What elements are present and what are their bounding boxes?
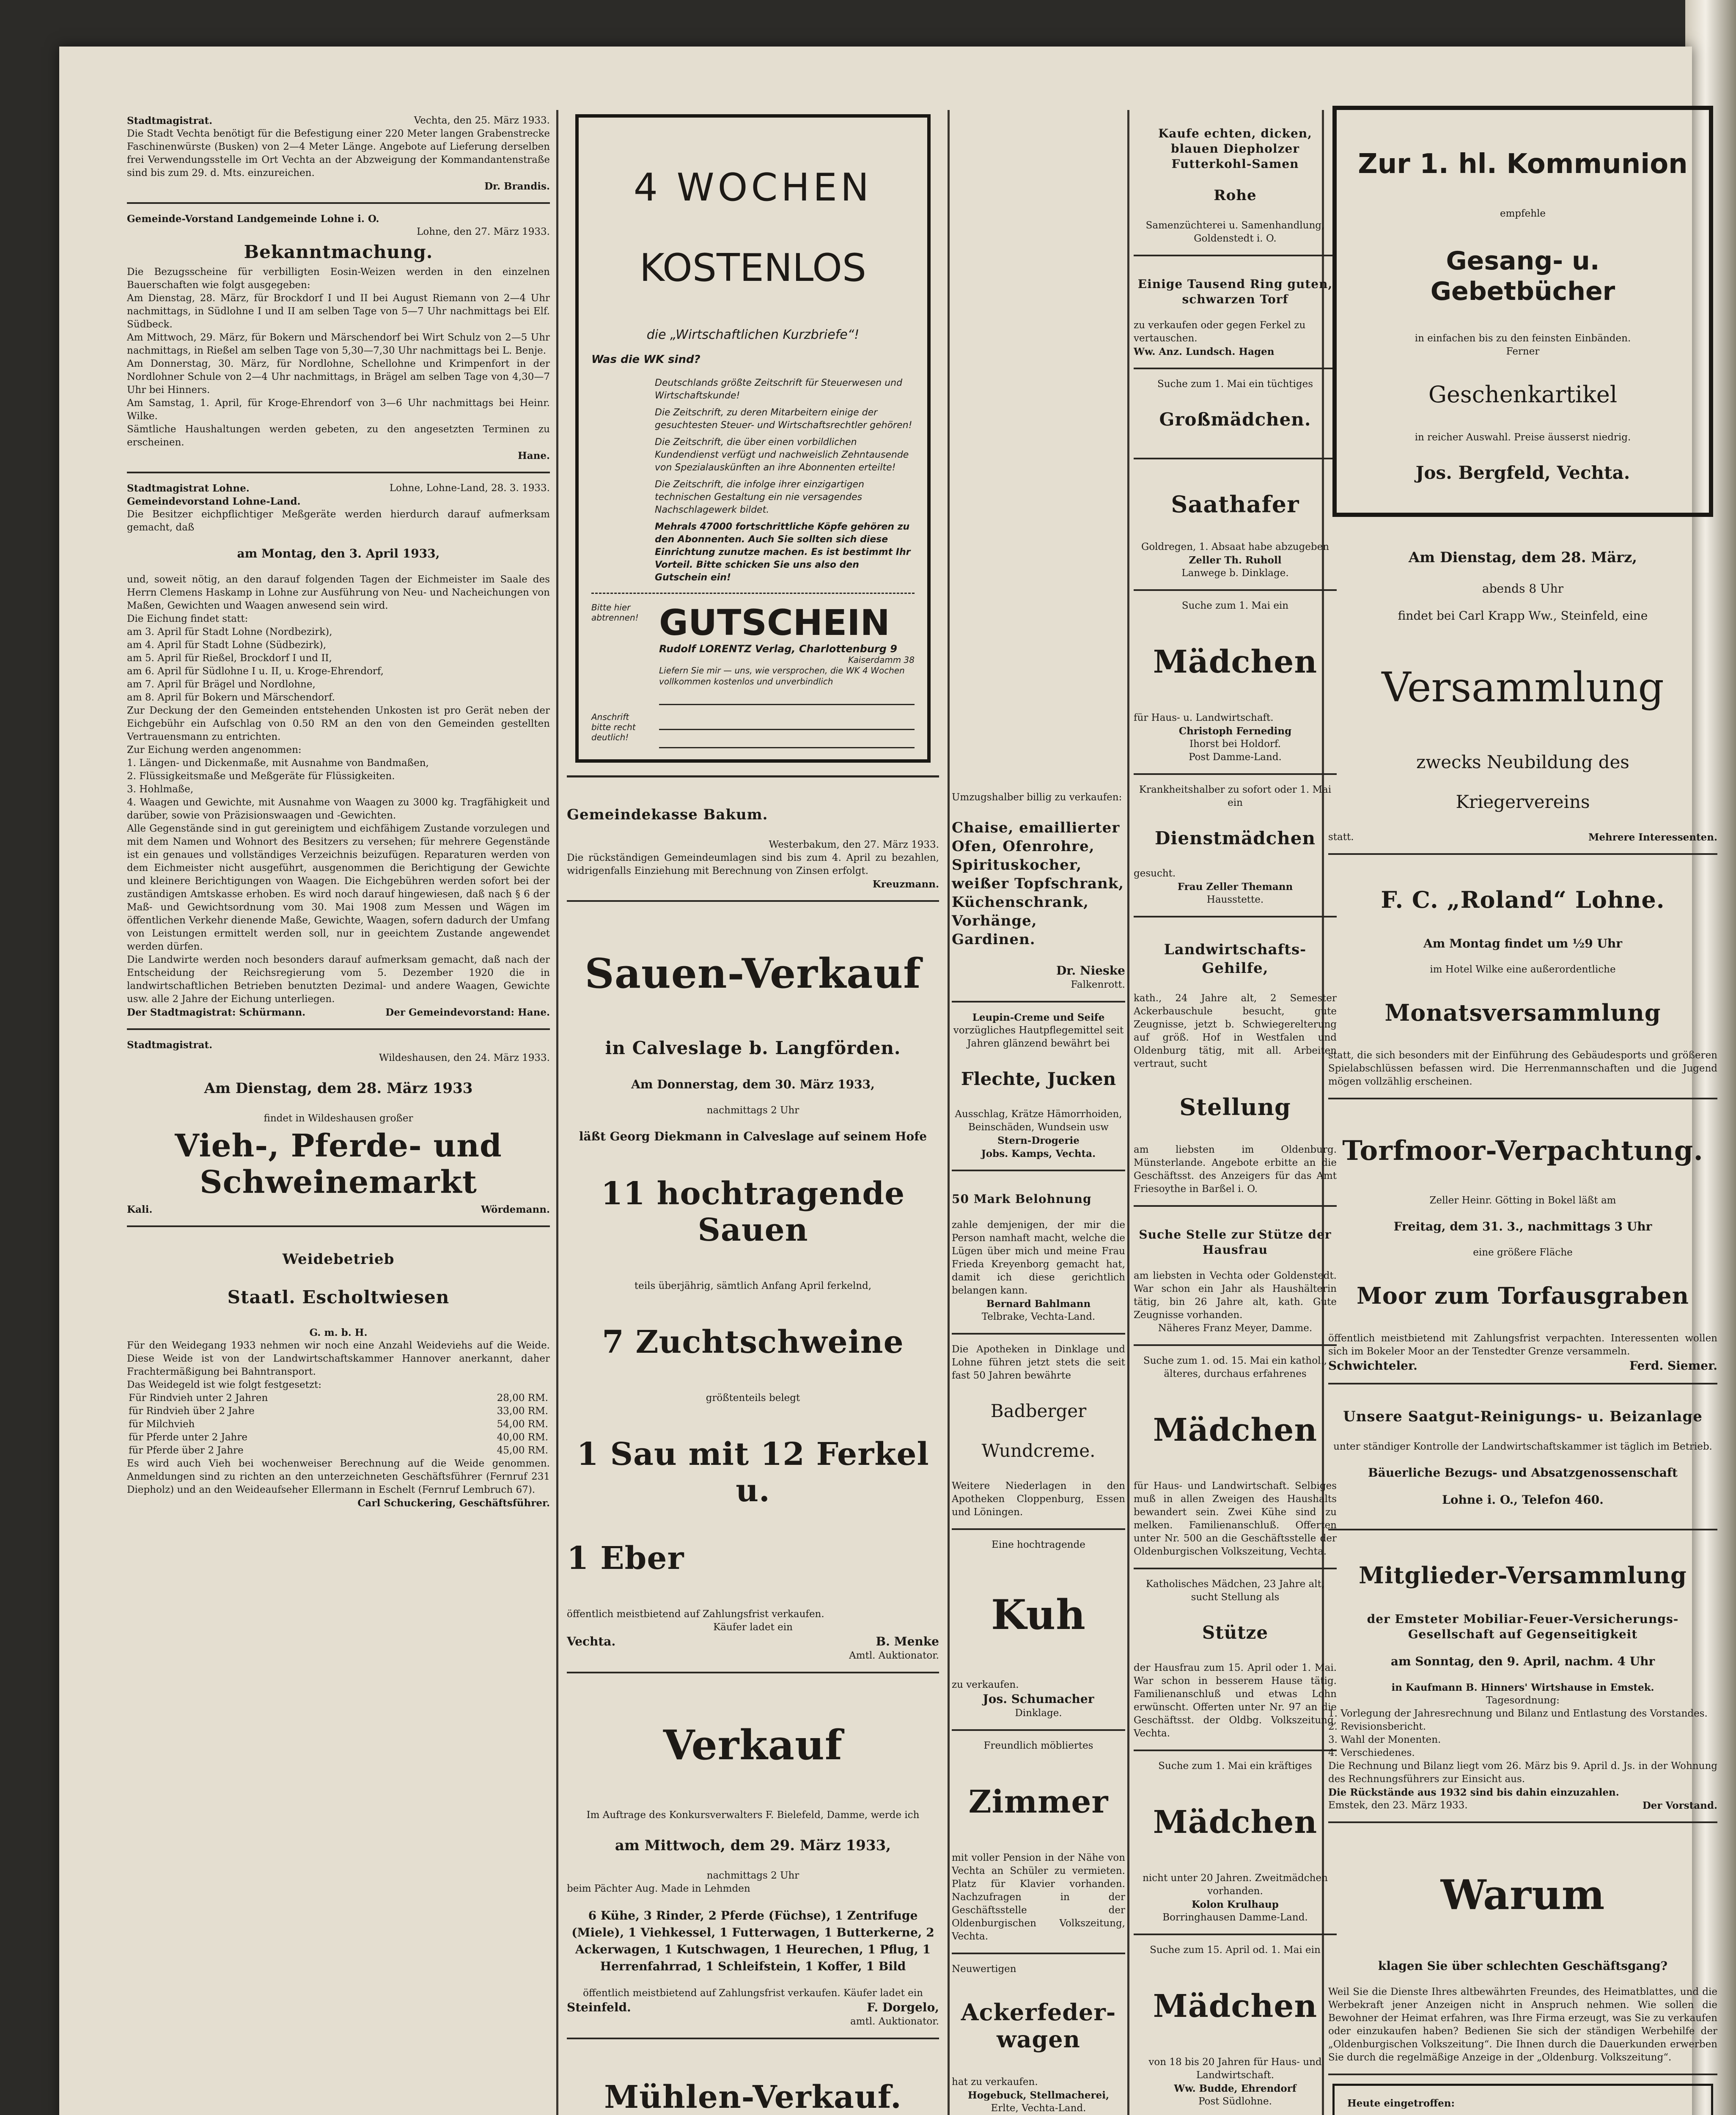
notice-sender: Stadtmagistrat. — [127, 1039, 213, 1051]
wk-field[interactable] — [659, 687, 915, 705]
notice-signature: Carl Schuckering, Geschäftsführer. — [357, 1497, 550, 1509]
ad-date: Freitag, dem 31. 3., nachmittags 3 Uhr — [1393, 1220, 1652, 1233]
ad-maedchen-1 — [1134, 591, 1337, 775]
wk-address-field[interactable] — [659, 730, 915, 748]
ad-body: mit voller Pension in der Nähe von Vechta an Schüler zu vermieten. Platz für Klavier vorhanden. Nachzufragen in der Geschäftsstelle der Oldenburgischen Volkszeitung, Vechta. — [952, 1852, 1125, 1942]
wk-paragraph: Die Zeitschrift, die infolge ihrer einzigartigen technischen Gestaltung ein nie versagendes Nachschlagewerk bildet. — [655, 479, 865, 515]
wk-advertisement — [575, 114, 931, 763]
ad-signature: Bäuerliche Bezugs- und Absatzgenossenschaft — [1368, 1466, 1678, 1480]
ad-date: Am Dienstag, dem 28. März, — [1408, 549, 1637, 566]
ad-torfmoor — [1328, 1099, 1717, 1384]
agenda-item: 3. Wahl der Monenten. — [1328, 1734, 1441, 1745]
fee-label: für Milchvieh — [129, 1419, 195, 1430]
notice-seller: läßt Georg Diekmann in Calveslage auf seinem Hofe — [579, 1129, 927, 1143]
notice-item: 1 Eber — [567, 1540, 684, 1577]
notice-headline: Vieh-, Pferde- und Schweinemarkt — [175, 1128, 502, 1200]
ad-intro: Krankheitshalber zu sofort oder 1. Mai ein — [1139, 784, 1332, 808]
ad-body: der Hausfrau zum 15. April oder 1. Mai. War schon in besserem Hause tätig. Familienanschluß und etwas Lohn erwünscht. Offerten unter Nr. 97 an die Geschäftsst. der Oldbg. Volkszeitung, Vechta. — [1134, 1662, 1337, 1739]
ad-dienstmaedchen — [1134, 775, 1337, 917]
ad-body: hat zu verkaufen. — [952, 2077, 1038, 2088]
ad-place: Post Südlohne. — [1198, 2096, 1272, 2107]
notice-date: Am Donnerstag, dem 30. März 1933, — [631, 1077, 875, 1091]
notice-body: und, soweit nötig, an den darauf folgenden Tagen der Eichmeister im Saale des Herrn Clemens Haskamp in Lohne zur Ausführung von Neu- und Nacheichungen von Maßen, Gewichten und Waagen anwesend sein wird. — [127, 574, 550, 611]
ad-body: für Haus- und Landwirtschaft. Selbiges muß in allen Zweigen des Haushalts bewandert sein. Zwei Kühe sind zu melken. Familienanschluß. Offerten unter Nr. 500 an die Geschäftsstelle der Oldenburgischen Volkszeitung, Vechta. — [1134, 1480, 1337, 1557]
column-rule — [1127, 110, 1129, 2115]
ad-headline: Mädchen — [1153, 1804, 1318, 1840]
ad-place: Ihorst bei Holdorf. — [1189, 739, 1281, 750]
ad-umzug — [952, 783, 1125, 1003]
wk-subtitle: die „Wirtschaftlichen Kurzbriefe“! — [646, 327, 860, 342]
ad-body: gesucht. — [1134, 868, 1176, 879]
wk-question: Was die WK sind? — [591, 353, 700, 366]
table-row — [127, 1444, 550, 1457]
ad-signature: Schwichteler. — [1328, 1359, 1417, 1373]
notice-intro: Für den Weidegang 1933 nehmen wir noch eine Anzahl Weideviehs auf die Weide. Diese Weide ist von der Landwirtschaftskammer Hannover anerkannt, daher Frachtermäßigung bei Bahntransport. — [127, 1340, 550, 1377]
fee-label: für Rindvieh über 2 Jahre — [129, 1406, 255, 1417]
ad-body: zahle demjenigen, der mir die Person namhaft macht, welche die Lügen über mich und meine Frau Frieda Kreyenborg gemacht hat, damit ich diese gerichtlich belangen kann. — [952, 1220, 1125, 1296]
notice-title: Staatl. Escholtwiesen — [227, 1287, 450, 1307]
ad-maedchen-4 — [1134, 1935, 1337, 2115]
ad-body: in einfachen bis zu den feinsten Einbänden. — [1415, 333, 1631, 344]
ad-signature: Bernard Bahlmann — [986, 1298, 1091, 1310]
ad-badberger — [952, 1335, 1125, 1530]
ad-saatgut — [1328, 1384, 1717, 1530]
ad-purpose: Kriegervereins — [1456, 791, 1590, 812]
wk-headline: KOSTENLOS — [639, 246, 867, 290]
ad-place: Lanwege b. Dinklage. — [1181, 568, 1289, 579]
notice-body: Es wird auch Vieh bei wochenweiser Berechnung auf die Weide genommen. Anmeldungen sind zu richten an den unterzeichneten Geschäftsführer (Fernruf 231 Diepholz) und an den Weideaufseher Ellermann in Eschelt (Fernruf Lembruch 67). — [127, 1458, 550, 1495]
ad-signature: Ferd. Siemer. — [1629, 1359, 1717, 1373]
ad-kommunion — [1332, 106, 1713, 517]
notice-sender: Gemeinde-Vorstand Landgemeinde Lohne i. O. — [127, 213, 379, 225]
ad-body: am liebsten im Oldenburg. Münsterlande. Angebote erbitte an die Geschäftsst. des Anzeigers für das Amt Friesoythe in Barßel i. O. — [1134, 1144, 1337, 1195]
ad-warum — [1328, 1823, 1717, 2075]
notice-signature: Dr. Brandis. — [484, 181, 550, 192]
ad-signature: Jos. Bergfeld, Vechta. — [1415, 462, 1630, 483]
ad-signature: Frau Zeller Themann — [1177, 881, 1293, 893]
accept-item: 1. Längen- und Dickenmaße, mit Ausnahme von Bandmaßen, — [127, 758, 429, 769]
ad-name: Rohe — [1214, 187, 1257, 204]
column-4 — [1328, 106, 1717, 2115]
ad-headline: Kuh — [991, 1591, 1086, 1639]
notice-date: am Mittwoch, dem 29. März 1933, — [615, 1837, 891, 1854]
ad-signature: Kolon Krulhaup — [1192, 1899, 1279, 1910]
column-1 — [127, 106, 550, 2115]
fee-label: für Pferde über 2 Jahre — [129, 1445, 244, 1456]
notice-signature: Kreuzmann. — [872, 879, 939, 890]
ad-headline: Versammlung — [1382, 664, 1664, 711]
ad-intro: Freundlich möbliertes — [983, 1740, 1093, 1751]
ad-intro: Katholisches Mädchen, 23 Jahre alt, sucht Stellung als — [1145, 1579, 1325, 1603]
notice-item: 11 hochtragende Sauen — [601, 1176, 905, 1248]
notice-time: nachmittags 2 Uhr — [706, 1105, 799, 1116]
ad-body: am liebsten in Vechta oder Goldenstedt. War schon ein Jahr als Haushälterin tätig, bin 26 Jahre alt, kath. Gute Zeugnisse vorhanden. — [1134, 1270, 1337, 1321]
wk-publisher: Rudolf LORENTZ Verlag, Charlottenburg 9 — [659, 643, 897, 655]
ad-place: Borringhausen Damme-Land. — [1162, 1912, 1308, 1923]
schedule-item: am 6. April für Südlohne I u. II, u. Kroge-Ehrendorf, — [127, 666, 384, 677]
ad-signature: Ww. Budde, Ehrendorf — [1174, 2083, 1297, 2094]
ad-headline: Großmädchen. — [1159, 409, 1311, 430]
schedule-item: am 4. April für Stadt Lohne (Südbezirk), — [127, 640, 327, 651]
notice-intro: Die Bezugsscheine für verbilligten Eosin-Weizen werden in den einzelnen Bauerschaften wie folgt ausgegeben: — [127, 266, 550, 291]
ad-headline: Ackerfeder-wagen — [961, 1999, 1116, 2053]
ad-maedchen-2 — [1134, 1346, 1337, 1569]
notice-dateline: Wildeshausen, den 24. März 1933. — [379, 1052, 550, 1063]
ad-place: Hausstette. — [1206, 894, 1264, 905]
ad-leupin — [952, 1003, 1125, 1171]
newspaper-page — [59, 47, 1717, 2115]
column-rule — [556, 110, 558, 2115]
notice-bakum — [567, 783, 939, 902]
ad-place: Falkenrott. — [1071, 979, 1125, 990]
ad-body: Die Rückstände aus 1932 sind bis dahin einzuzahlen. — [1328, 1787, 1619, 1798]
ad-headline: Saathafer — [1171, 491, 1299, 518]
column-rule — [948, 110, 950, 2115]
ad-headline: Dienstmädchen — [1154, 828, 1316, 849]
ad-where: in Kaufmann B. Hinners' Wirtshause in Emstek. — [1391, 1682, 1654, 1693]
notice-headline: Mühlen-Verkauf. — [604, 2079, 902, 2115]
ad-body: kath., 24 Jahre alt, 2 Semester Ackerbauschule besucht, gute Zeugnisse, jetzt b. Schwiegerelterung auf größ. Hof in Westfalen und Oldenburg tätig, mit all. Arbeiten vertraut, sucht — [1134, 993, 1337, 1069]
notice-signature: Hane. — [518, 450, 550, 461]
agenda-item: 4. Verschiedenes. — [1328, 1747, 1415, 1758]
notice-intro: Die Besitzer eichpflichtiger Meßgeräte werden hierdurch darauf aufmerksam gemacht, daß — [127, 509, 550, 533]
ad-signature: Christoph Ferneding — [1178, 725, 1292, 737]
ad-headline: Stütze — [1202, 1622, 1269, 1643]
ad-body: unter ständiger Kontrolle der Landwirtschaftskammer ist täglich im Betrieb. — [1333, 1441, 1712, 1452]
ad-ackerwagen — [952, 1954, 1125, 2115]
notice-item: Am Samstag, 1. April, für Kroge-Ehrendorf von 3—6 Uhr nachmittags bei Heinr. Wilke. — [127, 398, 550, 422]
notice-body: Alle Gegenstände sind in gut gereinigtem und eichfähigem Zustande vorzulegen und mit dem Namen und Wohnort des Besitzers zu versehen; für mehrere Gegenstände ist ein genaues und vollständiges Verzeichnis beizufügen. Reparaturen werden von dem Eichmeister nicht ausgeführt, ausgenommen die Berichtigung der Gewichte und kleinere Berichtigungen von Waagen. Die Eichgebühren werden sofort bei der zuständigen Amtskasse erhoben. Es wird noch darauf hingewiesen, daß nach § 6 der Maß- und Gewichtsordnung vom 30. Mai 1908 zum Messen und Wägen im öffentlichen Verkehr dienende Maße, Gewichte, Waagen, sofern dadurch der Umfang von Leistungen ermittelt werden soll, nur in geeichtem Zustande angewendet werden dürfen. — [127, 823, 550, 952]
ad-body: Weil Sie die Dienste Ihres altbewährten Freundes, des Heimatblattes, und die Werbekraft jener Anzeigen nicht in Anspruch nehmen. Wie sollen die Bewohner der Heimat erfahren, was Ihre Firma erzeugt, was Sie zu verkaufen oder einzukaufen haben? Bedienen Sie sich der ständigen Werbehilfe der „Oldenburgischen Volkszeitung“. Die Ihnen durch die Dauerkunden erwerben Sie durch die regelmäßige Anzeige in der „Oldenburg. Volkszeitung“. — [1328, 1986, 1717, 2063]
wk-paragraph: Deutschlands größte Zeitschrift für Steuerwesen und Wirtschaftskunde! — [655, 378, 903, 401]
ad-headline: Mädchen — [1153, 644, 1318, 680]
notice-signature: Wördemann. — [481, 1204, 550, 1215]
wk-street: Kaiserdamm 38 — [848, 655, 915, 665]
notice-signature: Amtl. Auktionator. — [849, 1650, 939, 1661]
ad-versammlung — [1328, 525, 1717, 855]
ad-items: Chaise, emaillierter Ofen, Ofenrohre, Spirituskocher, weißer Topfschrank, Küchenschrank, Vorhänge, Gardinen. — [952, 819, 1124, 948]
ad-place: Erlte, Vechta-Land. — [991, 2103, 1086, 2114]
ad-body: in reicher Auswahl. Preise äusserst niedrig. — [1415, 432, 1631, 443]
wk-paragraph: Die Zeitschrift, die über einen vorbildlichen Kundendienst verfügt und nachweislich Zehntausende von Spezialauskünften an ihre Abonnenten erteilte! — [655, 437, 909, 473]
ad-stuetze-2 — [1134, 1569, 1337, 1751]
ad-headline: Mitglieder-Versammlung — [1359, 1562, 1687, 1589]
wk-coupon-text: Liefern Sie mir — uns, wie versprochen, die WK 4 Wochen vollkommen kostenlos und unverbindlich — [659, 665, 905, 687]
notice-place: findet in Wildeshausen großer — [264, 1113, 413, 1124]
notice-verkauf — [567, 1673, 939, 2039]
ad-purpose: zwecks Neubildung des — [1416, 752, 1629, 772]
ad-headline: Einige Tausend Ring guten, schwarzen Torf — [1137, 277, 1333, 306]
ad-headline: Landwirtschafts-Gehilfe, — [1164, 941, 1307, 977]
notice-item: Am Mittwoch, 29. März, für Bokern und Märschendorf bei Wirt Schulz von 2—5 Uhr nachmittags, in Rießel am selben Tage von 5,30—7,30 Uhr nachmittags bei L. Benje. — [127, 332, 550, 356]
ad-signature: Jobs. Kamps, Vechta. — [981, 1148, 1096, 1159]
notice-item: Am Dienstag, 28. März, für Brockdorf I und II bei August Riemann von 2—4 Uhr nachmittags, in Südlohne I und II am selben Tage von 5—7 Uhr nachmittags bei Elf. Südbeck. — [127, 293, 550, 330]
ad-signature: Lohne i. O., Telefon 460. — [1442, 1493, 1604, 1507]
ad-signature: Jos. Schumacher — [983, 1692, 1094, 1706]
ad-intro: Eine hochtragende — [992, 1539, 1085, 1550]
ad-body: nicht unter 20 Jahren. Zweitmädchen vorhanden. — [1143, 1873, 1328, 1897]
notice-dateline: Lohne, Lohne-Land, 28. 3. 1933. — [389, 483, 550, 494]
wk-coupon-title: GUTSCHEIN — [659, 602, 890, 643]
ad-body: von 18 bis 20 Jahren für Haus- und Landwirtschaft. — [1148, 2057, 1322, 2081]
notice-item: 7 Zuchtschweine — [602, 1324, 904, 1360]
fees-table — [127, 1392, 550, 1457]
notice-sender: Stadtmagistrat. — [127, 115, 213, 126]
ad-headline: Zimmer — [968, 1784, 1109, 1820]
notice-viehmarkt — [127, 1030, 550, 1227]
ad-kohl — [1134, 106, 1337, 256]
column-3 — [1134, 106, 1337, 2115]
schedule-item: am 5. April für Rießel, Brockdorf I und II, — [127, 653, 332, 664]
notice-item: 1 Sau mit 12 Ferkel u. — [577, 1436, 929, 1509]
ad-maedchen-3 — [1134, 1751, 1337, 1935]
ad-headline: Gesang- u. Gebetbücher — [1430, 246, 1615, 306]
ad-roland — [1328, 855, 1717, 1099]
notice-body: Die Landwirte werden noch besonders darauf aufmerksam gemacht, daß nach der Entscheidung der Reichsregierung vom 5. Dezember 1920 die in landwirtschaftlichen Betrieben benutzten Dezimal- und andere Waagen, Gewichte usw. alle 2 Jahre der Eichung unterliegen. — [127, 954, 550, 1005]
wk-address-field[interactable] — [659, 712, 915, 730]
notice-title: Gemeindekasse Bakum. — [567, 806, 768, 823]
ad-dateline: Emstek, den 23. März 1933. — [1328, 1800, 1468, 1811]
ad-mitglieder — [1328, 1530, 1717, 1823]
notice-buyers: Käufer ladet ein — [713, 1622, 793, 1633]
table-row — [127, 1392, 550, 1405]
ad-title: Leupin-Creme und Seife — [972, 1012, 1105, 1023]
ad-signature: Ww. Anz. Lundsch. Hagen — [1134, 346, 1275, 357]
ad-belohnung — [952, 1171, 1125, 1335]
notice-place: Vechta. — [567, 1634, 616, 1648]
ad-intro: Heute eingetroffen: — [1347, 2098, 1455, 2109]
notice-bekanntmachung — [127, 204, 550, 473]
accept-title: Zur Eichung werden angenommen: — [127, 744, 302, 755]
fee-value: 54,00 RM. — [497, 1419, 548, 1430]
notice-place: Steinfeld. — [567, 2000, 631, 2014]
ad-intro: Umzugshalber billig zu verkaufen: — [952, 792, 1122, 803]
ad-signature: Zeller Th. Ruholl — [1189, 555, 1282, 566]
agenda-item: 1. Vorlegung der Jahresrechnung und Bilanz und Entlastung des Vorstandes. — [1328, 1708, 1708, 1719]
notice-dateline: Westerbakum, den 27. März 1933. — [769, 839, 939, 850]
ad-body: Goldregen, 1. Absaat habe abzugeben — [1141, 541, 1329, 552]
wk-address-hint: Anschrift bitte recht deutlich! — [591, 712, 636, 742]
notice-item: Am Donnerstag, 30. März, für Nordlohne, Schellohne und Krimpenfort in der Nordlohner Schule von 2—4 Uhr nachmittags, in Brägel am selben Tage von 4,30—7 Uhr bei Hinners. — [127, 358, 550, 396]
ad-place: Telbrake, Vechta-Land. — [981, 1311, 1096, 1322]
notice-time: nachmittags 2 Uhr — [706, 1870, 799, 1881]
notice-faschinen — [127, 106, 550, 204]
ad-intro: Zeller Heinr. Götting in Bokel läßt am — [1429, 1195, 1616, 1206]
ad-signature: Hogebuck, Stellmacherei, — [968, 2090, 1109, 2101]
ad-sub: der Emsteter Mobiliar-Feuer-Versicherungs-Gesellschaft auf Gegenseitigkeit — [1367, 1612, 1679, 1641]
ad-saathafer — [1134, 459, 1337, 591]
ad-sub: Samenzüchterei u. Samenhandlung, Goldenstedt i. O. — [1145, 220, 1325, 244]
ad-date: Am Montag findet um ½9 Uhr — [1423, 937, 1622, 950]
ad-headline: F. C. „Roland“ Lohne. — [1381, 886, 1665, 913]
table-row — [127, 1431, 550, 1444]
accept-item: 3. Hohlmaße, — [127, 784, 194, 795]
column-3a — [952, 783, 1125, 2115]
ad-body: vorzügliches Hautpflegemittel seit Jahren glänzend bewährt bei — [953, 1025, 1124, 1049]
notice-signature: F. Dorgelo, — [867, 2000, 939, 2014]
ad-intro: Die Apotheken in Dinklage und Lohne führen jetzt stets die seit fast 50 Jahren bewährte — [952, 1344, 1125, 1381]
notice-outro: Sämtliche Haushaltungen werden gebeten, zu den angesetzten Terminen zu erscheinen. — [127, 424, 550, 448]
notice-item-sub: teils überjährig, sämtlich Anfang April ferkelnd, — [634, 1280, 872, 1291]
schedule-item: am 8. April für Bokern und Märschendorf. — [127, 692, 335, 703]
fee-value: 45,00 RM. — [497, 1445, 548, 1456]
ad-body: Ausschlag, Krätze Hämorrhoiden, Beinschäden, Wundsein usw — [955, 1109, 1122, 1133]
ad-body: eine größere Fläche — [1473, 1247, 1573, 1258]
ad-headline: Moor zum Torfausgraben — [1357, 1282, 1689, 1309]
wk-address[interactable] — [591, 712, 915, 748]
ad-stuetze-1 — [1134, 1207, 1337, 1346]
ad-headline: 50 Mark Belohnung — [952, 1192, 1092, 1206]
notice-fee: Zur Deckung der den Gemeinden entstehenden Unkosten ist pro Gerät neben der Eichgebühr ein Aufschlag von 0.50 RM an den von den Gemeinden gestellten Vertrauensmann zu entrichten. — [127, 705, 550, 742]
notice-dateline: Vechta, den 25. März 1933. — [414, 115, 550, 126]
ad-signature: Näheres Franz Meyer, Damme. — [1158, 1323, 1313, 1334]
schedule-title: Die Eichung findet statt: — [127, 613, 248, 624]
ad-torf — [1134, 256, 1337, 369]
wk-coupon[interactable] — [591, 602, 915, 705]
ad-body: zu verkaufen oder gegen Ferkel zu vertauschen. — [1134, 320, 1306, 344]
ad-grossmaedchen — [1134, 369, 1337, 459]
notice-terms: öffentlich meistbietend auf Zahlungsfrist verkaufen. Käufer ladet ein — [583, 1988, 923, 1999]
ad-question: klagen Sie über schlechten Geschäftsgang? — [1378, 1959, 1668, 1973]
fee-value: 33,00 RM. — [497, 1406, 548, 1417]
wk-headline: 4 WOCHEN — [633, 165, 873, 210]
fee-value: 40,00 RM. — [497, 1432, 548, 1443]
ad-intro: Suche zum 1. Mai ein kräftiges — [1158, 1761, 1312, 1772]
notice-signature: Der Gemeindevorstand: Hane. — [385, 1007, 550, 1018]
notice-muehle — [567, 2039, 939, 2115]
fee-value: 28,00 RM. — [497, 1393, 548, 1404]
ad-signature: Der Vorstand. — [1642, 1800, 1717, 1811]
ad-headline: Unsere Saatgut-Reinigungs- u. Beizanlage — [1343, 1408, 1703, 1425]
notice-terms: öffentlich meistbietend auf Zahlungsfrist verkaufen. — [567, 1609, 824, 1620]
ad-body: öffentlich meistbietend mit Zahlungsfrist verpachten. Interessenten wollen sich im Bokeler Moor an der Tenstedter Grenze versammeln. — [1328, 1333, 1717, 1357]
ad-statt: statt. — [1328, 832, 1354, 843]
ad-headline: Stellung — [1179, 1093, 1291, 1121]
ad-headline: Mädchen — [1153, 1988, 1318, 2024]
table-row — [127, 1405, 550, 1418]
ad-fortmann — [1332, 2084, 1713, 2115]
ad-headline: Kaufe echten, dicken, blauen Diepholzer Futterkohl-Samen — [1158, 126, 1312, 171]
ad-body: zu verkaufen. — [952, 1679, 1019, 1690]
ad-zimmer — [952, 1731, 1125, 1954]
ad-intro: Suche zum 15. April od. 1. Mai ein — [1150, 1945, 1321, 1956]
wk-paragraph: Mehrals 47000 fortschrittliche Köpfe gehören zu den Abonnenten. Auch Sie sollten sich diese Einrichtung zunutze machen. Es ist bestimmt Ihr Vorteil. Bitte schicken Sie uns also den Gutschein ein! — [655, 522, 911, 583]
accept-item: 2. Flüssigkeitsmaße und Meßgeräte für Flüssigkeiten. — [127, 771, 395, 782]
ad-intro: Suche zum 1. Mai ein — [1181, 600, 1289, 611]
fee-label: Für Rindvieh unter 2 Jahren — [129, 1393, 268, 1404]
ad-headline: Flechte, Jucken — [961, 1068, 1116, 1089]
notice-title: Weidebetrieb — [282, 1251, 395, 1268]
schedule-item: am 7. April für Brägel und Nordlohne, — [127, 679, 316, 690]
ad-signature: Mehrere Interessenten. — [1588, 832, 1717, 843]
ad-headline: Badberger — [990, 1401, 1087, 1421]
notice-item-sub: größtenteils belegt — [706, 1393, 800, 1404]
ad-body: statt, die sich besonders mit der Einführung des Gebäudesports und größeren Spielabschlüssen befassen wird. Die Herrenmannschaften und die Jugend mögen vollzählig erscheinen. — [1328, 1050, 1717, 1087]
notice-title: G. m. b. H. — [309, 1327, 368, 1338]
accept-item: 4. Waagen und Gewichte, mit Ausnahme von Waagen zu 3000 kg. Tragfähigkeit und darüber, sowie von Präzisionswaagen und -Gewichten. — [127, 797, 550, 821]
ad-date: am Sonntag, den 9. April, nachm. 4 Uhr — [1390, 1654, 1655, 1668]
ad-kuh — [952, 1530, 1125, 1731]
notice-items: 6 Kühe, 3 Rinder, 2 Pferde (Füchse), 1 Zentrifuge (Miele), 1 Viehkessel, 1 Futterwagen, 1 Butterkerne, 2 Ackerwagen, 1 Kutschwagen, 1 Heurechen, 1 Pflug, 1 Herrenfahrrad, 1 Schleifstein, 1 Koffer, 1 Bild — [571, 1909, 934, 1973]
notice-where: beim Pächter Aug. Made in Lehmden — [567, 1883, 750, 1894]
notice-signature: amtl. Auktionator. — [850, 2016, 939, 2027]
notice-place: in Calveslage b. Langförden. — [605, 1038, 901, 1058]
notice-sender: Stadtmagistrat Lohne. Gemeindevorstand Lohne-Land. — [127, 483, 301, 507]
ad-time: abends 8 Uhr — [1482, 582, 1564, 596]
notice-body: Die rückständigen Gemeindeumlagen sind bis zum 4. April zu bezahlen, widrigenfalls Einziehung mit Berechnung von Zinsen erfolgt. — [567, 852, 939, 876]
ad-body: für Haus- u. Landwirtschaft. — [1134, 712, 1274, 723]
ad-signature: Stern-Drogerie — [997, 1135, 1080, 1146]
notice-signature: Kali. — [127, 1204, 153, 1215]
notice-headline: Verkauf — [663, 1721, 843, 1769]
notice-body: Die Stadt Vechta benötigt für die Befestigung einer 220 Meter langen Grabenstrecke Faschinenwürste (Busken) von 2—4 Meter Länge. Angebote auf Lieferung derselben frei Verwendungsstelle im Ort Vechta an der Abzweigung der Kommandantenstraße sind bis zum 29. d. Mts. einzureichen. — [127, 128, 550, 179]
ad-headline: Warum — [1440, 1871, 1605, 1919]
ad-headline: Wundcreme. — [981, 1440, 1096, 1461]
ad-gehilfe — [1134, 917, 1337, 1207]
ad-headline: Geschenkartikel — [1428, 381, 1618, 408]
table-row — [127, 1418, 550, 1431]
ad-headline: Torfmoor-Verpachtung. — [1342, 1135, 1703, 1167]
notice-sauen — [567, 902, 939, 1673]
notice-signature: Der Stadtmagistrat: Schürmann. — [127, 1007, 306, 1018]
notice-headline: Sauen-Verkauf — [585, 950, 921, 997]
ad-body: Ferner — [1506, 346, 1540, 357]
ad-headline: Suche Stelle zur Stütze der Hausfrau — [1139, 1228, 1332, 1257]
notice-title: Bekanntmachung. — [244, 242, 433, 262]
ad-intro: Neuwertigen — [952, 1964, 1016, 1975]
notice-signature: B. Menke — [876, 1634, 939, 1648]
ad-body: Die Rechnung und Bilanz liegt vom 26. März bis 9. April d. Js. in der Wohnung des Rechnungsführers zur Einsicht aus. — [1328, 1761, 1717, 1785]
ad-headline: Mädchen — [1153, 1412, 1318, 1448]
ad-where: findet bei Carl Krapp Ww., Steinfeld, eine — [1398, 609, 1648, 623]
ad-intro: Suche zum 1. od. 15. Mai ein kathol., älteres, durchaus erfahrenes — [1143, 1355, 1327, 1379]
wk-cut-hint: Bitte hier abtrennen! — [591, 602, 639, 623]
notice-date: am Montag, den 3. April 1933, — [237, 547, 440, 560]
ad-agenda-title: Tagesordnung: — [1486, 1695, 1560, 1706]
notice-dateline: Lohne, den 27. März 1933. — [417, 226, 550, 237]
notice-weidebetrieb — [127, 1227, 550, 1519]
ad-where: im Hotel Wilke eine außerordentliche — [1430, 964, 1616, 975]
ad-recommend: empfehle — [1500, 208, 1546, 219]
notice-eichung — [127, 473, 550, 1030]
ad-place: Post Damme-Land. — [1189, 752, 1282, 763]
ad-intro: Suche zum 1. Mai ein tüchtiges — [1157, 379, 1313, 390]
wk-paragraph: Die Zeitschrift, zu deren Mitarbeitern einige der gesuchtesten Steuer- und Wirtschaftsrechtler gehören! — [655, 407, 912, 431]
notice-intro: Im Auftrage des Konkursverwalters F. Bielefeld, Damme, werde ich — [586, 1810, 920, 1821]
agenda-item: 2. Revisionsbericht. — [1328, 1721, 1426, 1732]
ad-signature: Dr. Nieske — [1056, 964, 1125, 978]
ad-body: Weitere Niederlagen in den Apotheken Cloppenburg, Essen und Löningen. — [952, 1480, 1125, 1518]
fee-label: für Pferde unter 2 Jahre — [129, 1432, 247, 1443]
fees-title: Das Weidegeld ist wie folgt festgesetzt: — [127, 1379, 321, 1390]
column-2 — [567, 106, 939, 2115]
ad-place: Dinklage. — [1015, 1708, 1062, 1719]
ad-headline: Monatsversammlung — [1384, 999, 1661, 1026]
notice-date: Am Dienstag, dem 28. März 1933 — [204, 1080, 473, 1097]
ad-headline: Zur 1. hl. Kommunion — [1358, 148, 1688, 180]
schedule-item: am 3. April für Stadt Lohne (Nordbezirk), — [127, 626, 332, 637]
